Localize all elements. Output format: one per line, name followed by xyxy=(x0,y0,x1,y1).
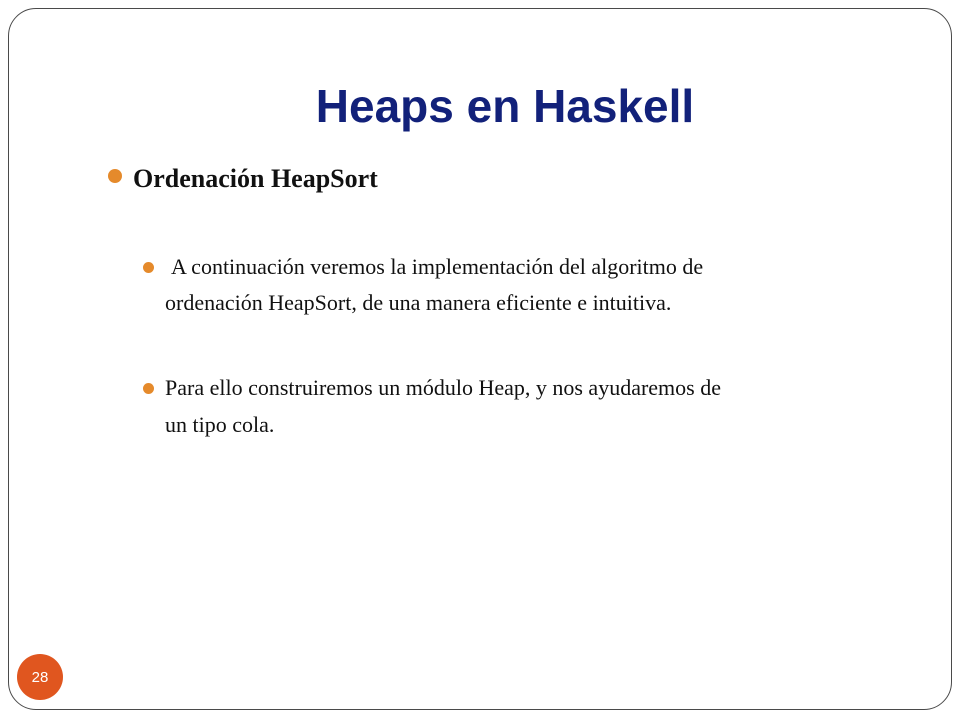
slide-title: Heaps en Haskell xyxy=(315,80,695,132)
bullet-dot-icon xyxy=(108,169,122,183)
bullet-heading-heapsort: Ordenación HeapSort xyxy=(133,164,378,193)
bullet-item-1-line-2: ordenación HeapSort, de una manera eficiente e intuitiva. xyxy=(165,290,672,315)
bullet-dot-icon xyxy=(143,383,154,394)
bullet-item-2-line-2: un tipo cola. xyxy=(165,412,275,437)
page-number-badge: 28 xyxy=(17,654,63,700)
bullet-item-1-line-1: A continuación veremos la implementación del algoritmo de xyxy=(171,254,704,279)
bullet-dot-icon xyxy=(143,262,154,273)
bullet-item-2-line-1: Para ello construiremos un módulo Heap, y nos ayudaremos de xyxy=(165,375,721,400)
